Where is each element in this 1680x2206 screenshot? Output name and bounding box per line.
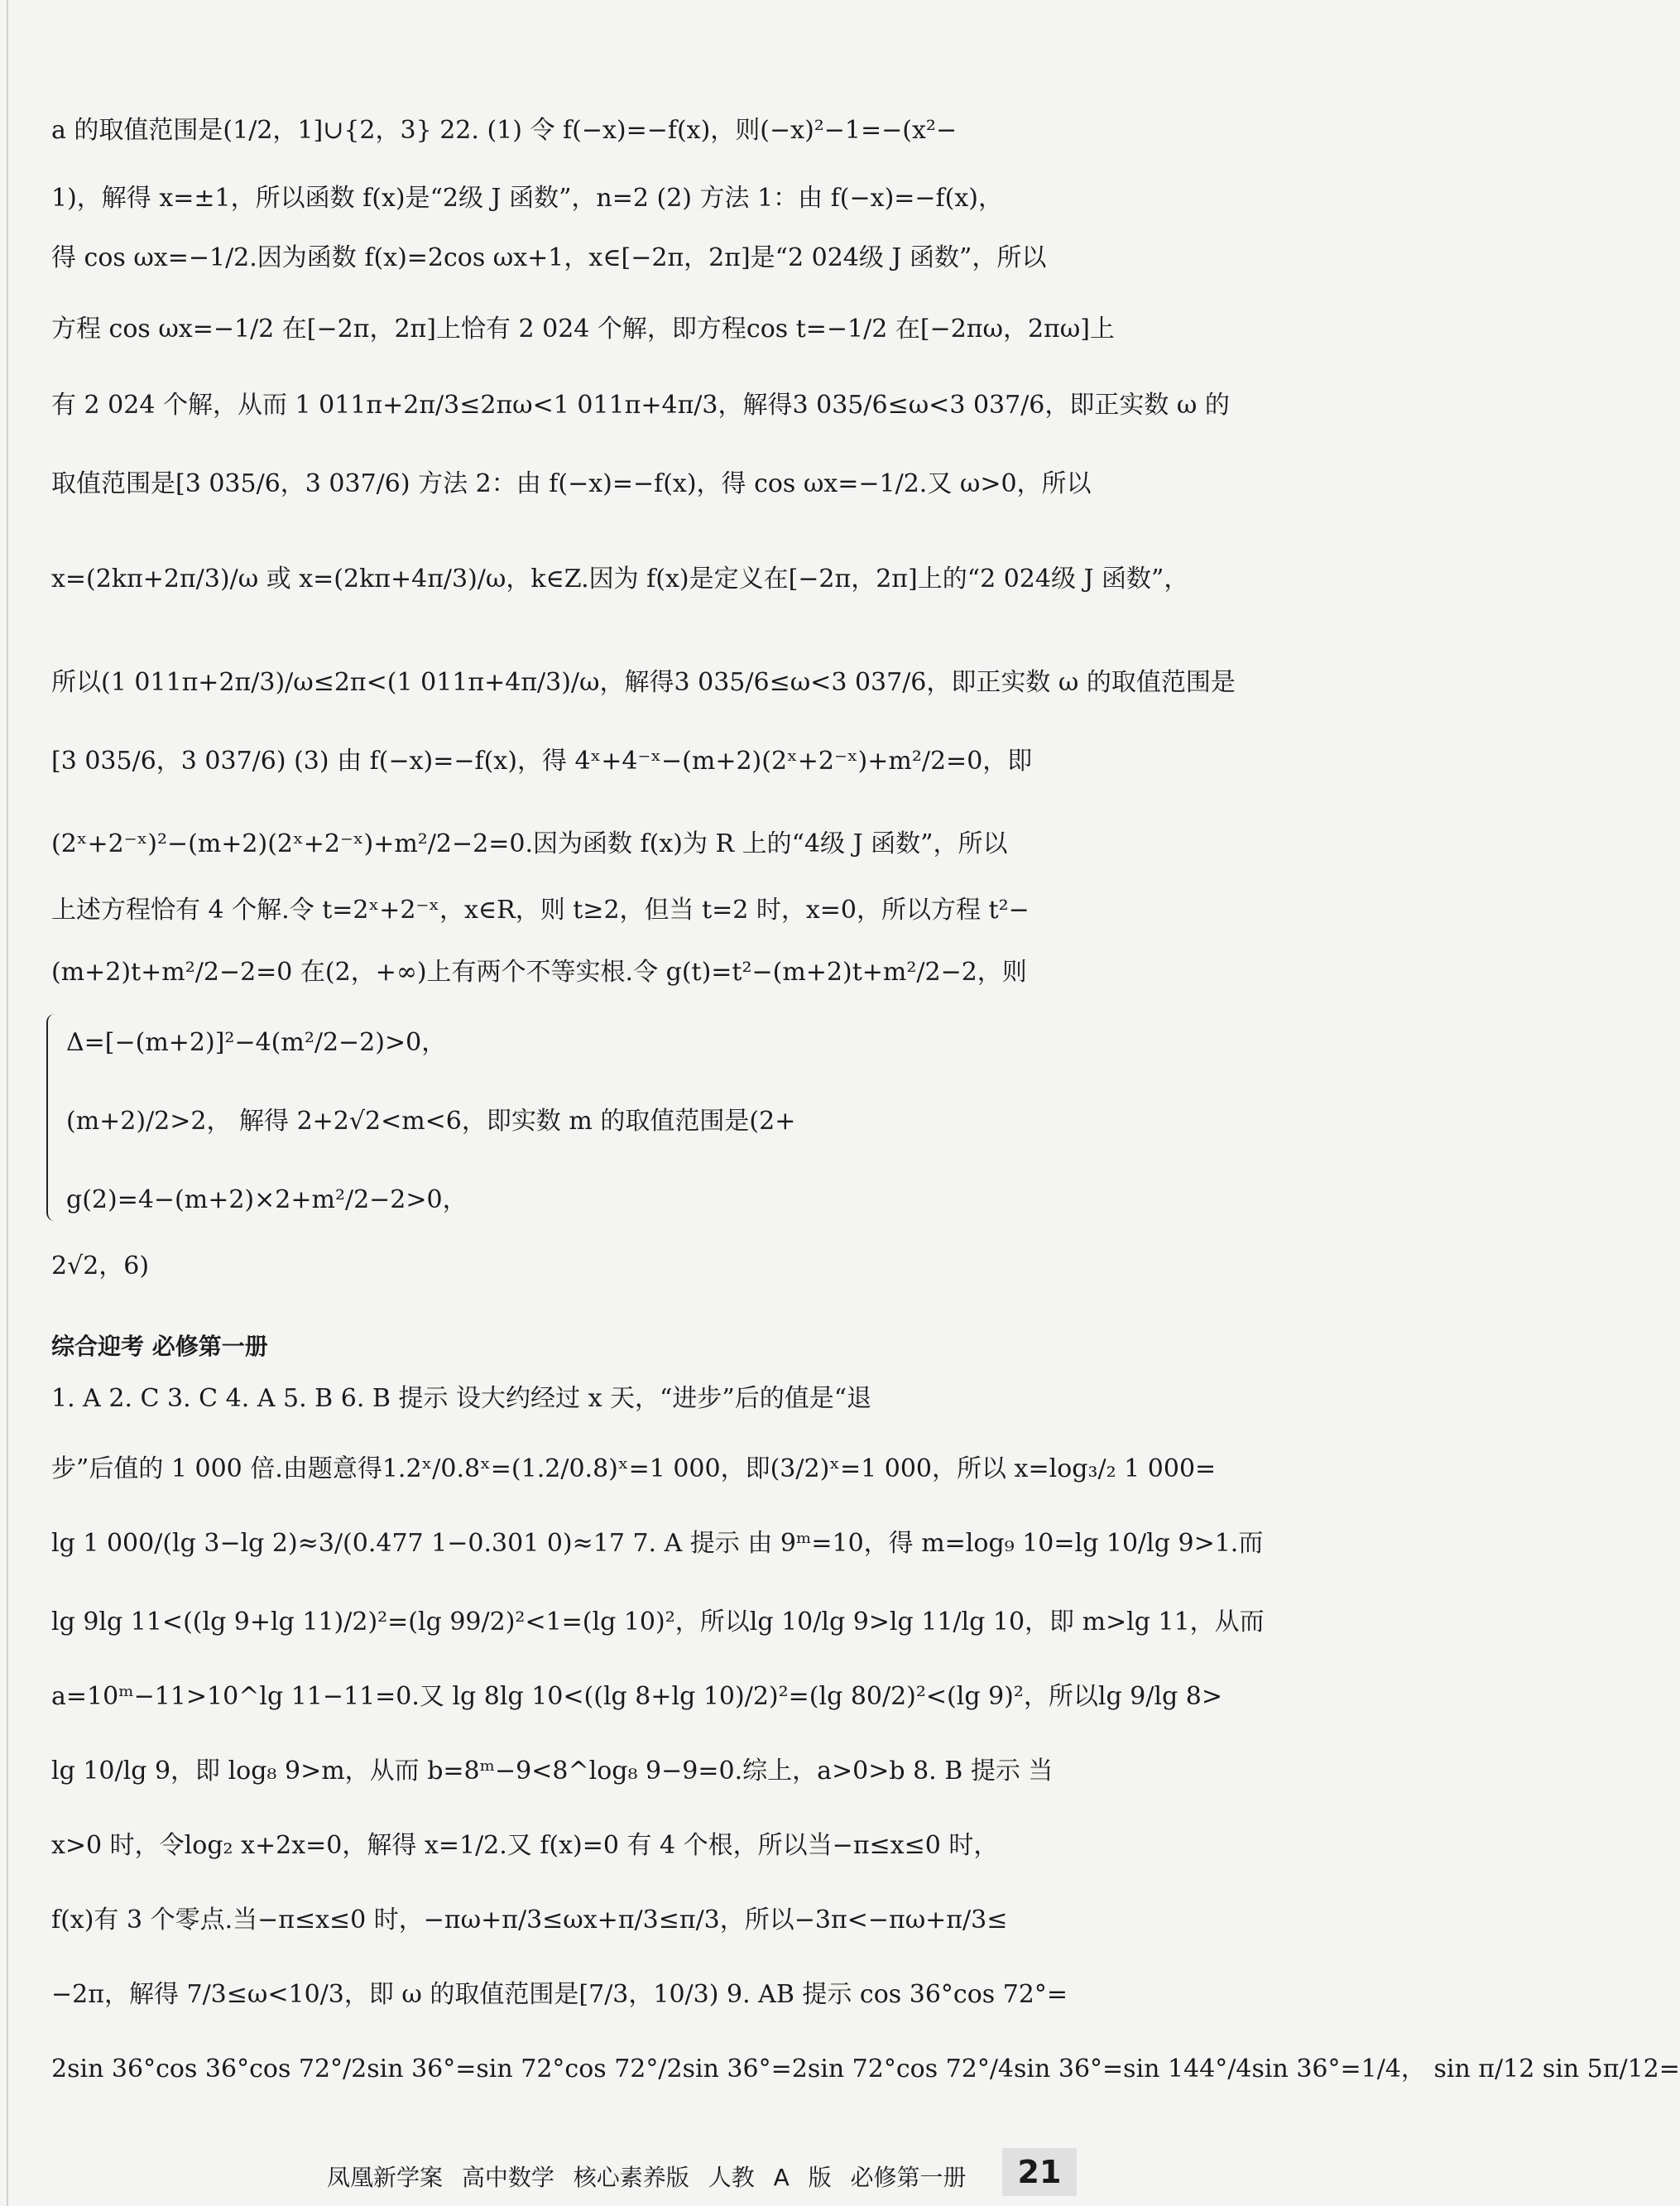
text-line-7: x=(2kπ+2π/3)/ω 或 x=(2kπ+4π/3)/ω，k∈Z.因为 f(x)是定义在[−2π，2π]上的“2 024级 J 函数”， xyxy=(51,565,1189,594)
system-eq-3: g(2)=4−(m+2)×2+m²/2−2>0， xyxy=(66,1185,468,1214)
text-line-9: [3 035/6，3 037/6) (3) 由 f(−x)=−f(x)，得 4ˣ+4⁻ˣ−(m+2)(2ˣ+2⁻ˣ)+m²/2=0，即 xyxy=(51,747,1033,776)
text-line-3: 得 cos ωx=−1/2.因为函数 f(x)=2cos ωx+1，x∈[−2π，2π]是“2 024级 J 函数”，所以 xyxy=(51,243,1047,272)
answer-line-7: x>0 时，令log₂ x+2x=0，解得 x=1/2.又 f(x)=0 有 4 个根，所以当−π≤x≤0 时， xyxy=(51,1831,999,1860)
text-line-12: (m+2)t+m²/2−2=0 在(2，+∞)上有两个不等实根.令 g(t)=t²−(m+2)t+m²/2−2，则 xyxy=(51,958,1027,987)
text-line-16: 2√2，6) xyxy=(51,1252,150,1281)
answer-line-5: a=10ᵐ−11>10^lg 11−11=0.又 lg 8lg 10<((lg 8+lg 10)/2)²=(lg 80/2)²<(lg 9)²，所以lg 9/lg 8> xyxy=(51,1682,1222,1711)
section-title: 综合迎考 必修第一册 xyxy=(51,1333,268,1360)
system-eq-2: (m+2)/2>2， 解得 2+2√2<m<6，即实数 m 的取值范围是(2+ xyxy=(66,1107,796,1136)
margin-rule xyxy=(7,0,8,2206)
page-number: 21 xyxy=(1002,2148,1077,2196)
text-line-5: 有 2 024 个解，从而 1 011π+2π/3≤2πω<1 011π+4π/3，解得3 035/6≤ω<3 037/6，即正实数 ω 的 xyxy=(51,391,1230,420)
text-line-4: 方程 cos ωx=−1/2 在[−2π，2π]上恰有 2 024 个解，即方程cos t=−1/2 在[−2πω，2πω]上 xyxy=(51,315,1115,344)
answer-line-4: lg 9lg 11<((lg 9+lg 11)/2)²=(lg 99/2)²<1=(lg 10)²，所以lg 10/lg 9>lg 11/lg 10，即 m>lg 11，从而 xyxy=(51,1608,1265,1636)
text-line-1: a 的取值范围是(1/2，1]∪{2，3} 22. (1) 令 f(−x)=−f(x)，则(−x)²−1=−(x²− xyxy=(51,116,958,145)
text-line-11: 上述方程恰有 4 个解.令 t=2ˣ+2⁻ˣ，x∈R，则 t≥2，但当 t=2 时，x=0，所以方程 t²− xyxy=(51,896,1030,925)
footer-text: 凤凰新学案 高中数学 核心素养版 人教 A 版 必修第一册 xyxy=(327,2164,967,2191)
text-line-2: 1)，解得 x=±1，所以函数 f(x)是“2级 J 函数”，n=2 (2) 方法 1：由 f(−x)=−f(x)， xyxy=(51,184,1003,213)
answer-line-1: 1. A 2. C 3. C 4. A 5. B 6. B 提示 设大约经过 x 天，“进步”后的值是“退 xyxy=(51,1384,872,1413)
text-line-8: 所以(1 011π+2π/3)/ω≤2π<(1 011π+4π/3)/ω，解得3 035/6≤ω<3 037/6，即正实数 ω 的取值范围是 xyxy=(51,668,1236,697)
text-line-6: 取值范围是[3 035/6，3 037/6) 方法 2：由 f(−x)=−f(x)，得 cos ωx=−1/2.又 ω>0，所以 xyxy=(51,469,1092,498)
system-brace xyxy=(46,1014,63,1221)
answer-line-3: lg 1 000/(lg 3−lg 2)≈3/(0.477 1−0.301 0)≈17 7. A 提示 由 9ᵐ=10，得 m=log₉ 10=lg 10/lg 9>1.而 xyxy=(51,1529,1264,1558)
answer-line-9: −2π，解得 7/3≤ω<10/3，即 ω 的取值范围是[7/3，10/3) 9. AB 提示 cos 36°cos 72°= xyxy=(51,1980,1068,2009)
system-eq-1: Δ=[−(m+2)]²−4(m²/2−2)>0， xyxy=(66,1028,447,1057)
answer-line-8: f(x)有 3 个零点.当−π≤x≤0 时，−πω+π/3≤ωx+π/3≤π/3，所以−3π<−πω+π/3≤ xyxy=(51,1906,1008,1934)
answer-line-6: lg 10/lg 9，即 log₈ 9>m，从而 b=8ᵐ−9<8^log₈ 9−9=0.综上，a>0>b 8. B 提示 当 xyxy=(51,1757,1054,1785)
answer-line-10: 2sin 36°cos 36°cos 72°/2sin 36°=sin 72°cos 72°/2sin 36°=2sin 72°cos 72°/4sin 36°=sin 144°/4sin 36°=1/4， sin π/12 sin 5π/12= xyxy=(51,2055,1680,2083)
answer-line-2: 步”后值的 1 000 倍.由题意得1.2ˣ/0.8ˣ=(1.2/0.8)ˣ=1 000，即(3/2)ˣ=1 000，所以 x=log₃/₂ 1 000= xyxy=(51,1454,1217,1483)
page-footer xyxy=(0,2148,1088,2198)
text-line-10: (2ˣ+2⁻ˣ)²−(m+2)(2ˣ+2⁻ˣ)+m²/2−2=0.因为函数 f(x)为 R 上的“4级 J 函数”，所以 xyxy=(51,829,1008,858)
